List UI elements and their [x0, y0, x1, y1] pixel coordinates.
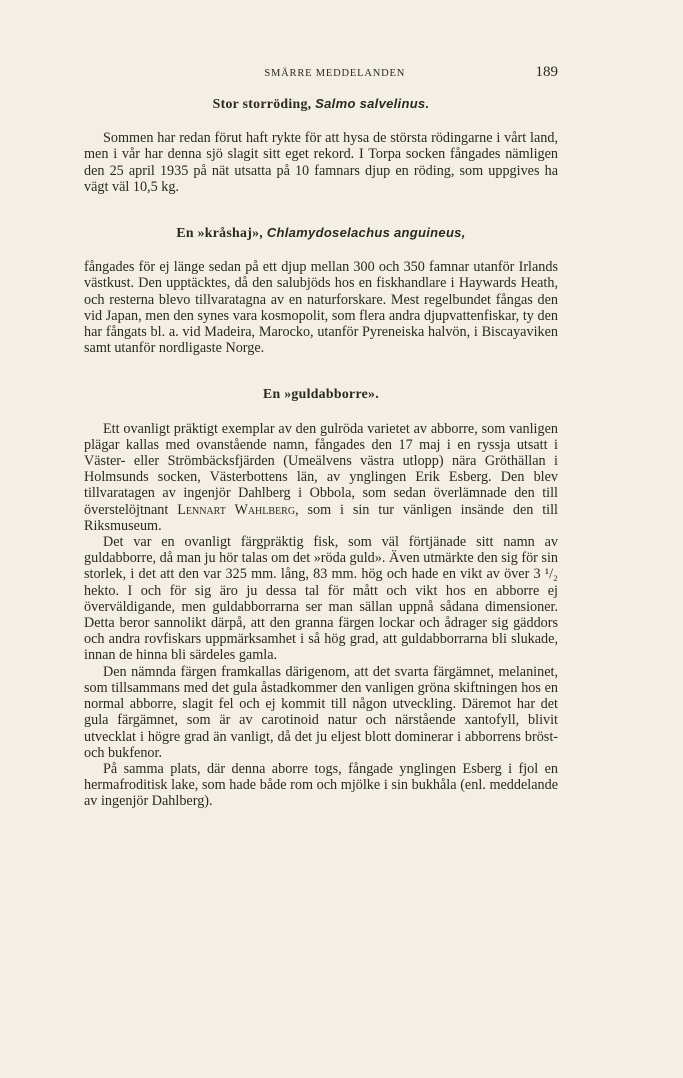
section-heading	[84, 96, 558, 112]
paragraph: fångades för ej länge sedan på ett djup mellan 300 och 350 famnar utanför Irlands västkust. Den upptäcktes, då den salubjöds hos en fiskhandlare i Haywards Heath, och resterna blevo tillvaratagna av en naturforskare. Mest regelbundet fångas den vid Japan, men den synes vara kosmopolit, som flera andra djupvattenfiskar, ty den har fångats bl. a. vid Madeira, Marocko, utanför Pyreneiska halvön, i Biscayaviken samt utanför nordligaste Norge.	[84, 259, 558, 357]
section-storrodding	[84, 96, 558, 195]
running-title: SMÄRRE MEDDELANDEN	[264, 68, 406, 79]
section-kraashaj	[84, 225, 558, 356]
paragraph: Sommen har redan förut haft rykte för att hysa de största rödingarne i vårt land, men i vår har denna sjö slagit sitt eget rekord. I Torpa socken fångades nämligen den 25 april 1935 på nät utsatta på 10 famnars djup en röding, som uppgives ha vägt väl 10,5 kg.	[84, 130, 558, 195]
paragraph: Det var en ovanligt färgpräktig fisk, som väl förtjänade sitt namn av guldabborre, då man ju hör talas om det »röda guld». Även utmärkte den sig för sin storlek, i det att den var 325 mm. lång, 83 mm. hög och hade en vikt av över 3 ¹/₂ hekto. I och för sig äro ju dessa tal för mått och vikt hos en abborre ej överväldigande, men guldabborrarna ser man sällan uppnå sådana dimensioner. Detta beror sannolikt därpå, att den granna färgen lockar och ådrager sig gäddors och andra rovfiskars uppmärksamhet i så hög grad, att guldabborrarna bli slukade, innan de hinna bli särdeles gamla.	[84, 534, 558, 664]
heading-common-name: En »kråshaj»,	[176, 225, 267, 241]
paragraph: På samma plats, där denna aborre togs, fångade ynglingen Esberg i fjol en hermafroditisk lake, som hade både rom och mjölke i sin bukhåla (enl. meddelande av ingenjör Dahlberg).	[84, 760, 558, 810]
paragraph-text: Ett ovanligt präktigt exemplar av den gulröda varietet av abborre, som vanligen plägar kallas med ovanstående namn, fångades den 17 maj i en ryssja utsatt i Väster- eller Strömbäcksfjärden (Umeälvens västra utlopp) nära Gröthällan i Holmsunds socken, Västerbottens län, av ynglingen Erik Esberg. Den blev tillvaratagen av ingenjör Dahlberg i Obbola, som sedan överlämnade den till överstelöjtnant	[84, 420, 558, 518]
person-name: Lennart Wahlberg	[177, 501, 296, 518]
heading-latin-name: Salmo salvelinus.	[315, 96, 430, 111]
heading-common-name: Stor storröding,	[212, 96, 316, 111]
text-column	[84, 96, 558, 810]
paragraph	[84, 421, 558, 534]
paragraph-text: , som i sin tur vänligen insände den till Riksmuseum.	[84, 501, 558, 534]
heading-latin-name: Chlamydoselachus anguineus,	[266, 225, 466, 241]
heading-common-name: En »guldabborre».	[262, 386, 379, 402]
section-heading	[84, 386, 558, 402]
paragraph: Den nämnda färgen framkallas därigenom, att det svarta färgämnet, melaninet, som tillsammans med det gula åstadkommer den vanligen gröna skiftningen hos en normal abborre, slagit fel och ej kommit till någon utveckling. Däremot har det gula färgämnet, som är av carotinoid natur och närstående xantofyll, blivit utvecklat i högre grad än vanligt, då det ju eljest blott dominerar i abborrens bröst- och bukfenor.	[84, 663, 558, 761]
section-guldabborre	[84, 386, 558, 809]
section-heading	[84, 225, 558, 241]
page-number: 189	[535, 64, 558, 80]
running-header	[104, 64, 558, 81]
